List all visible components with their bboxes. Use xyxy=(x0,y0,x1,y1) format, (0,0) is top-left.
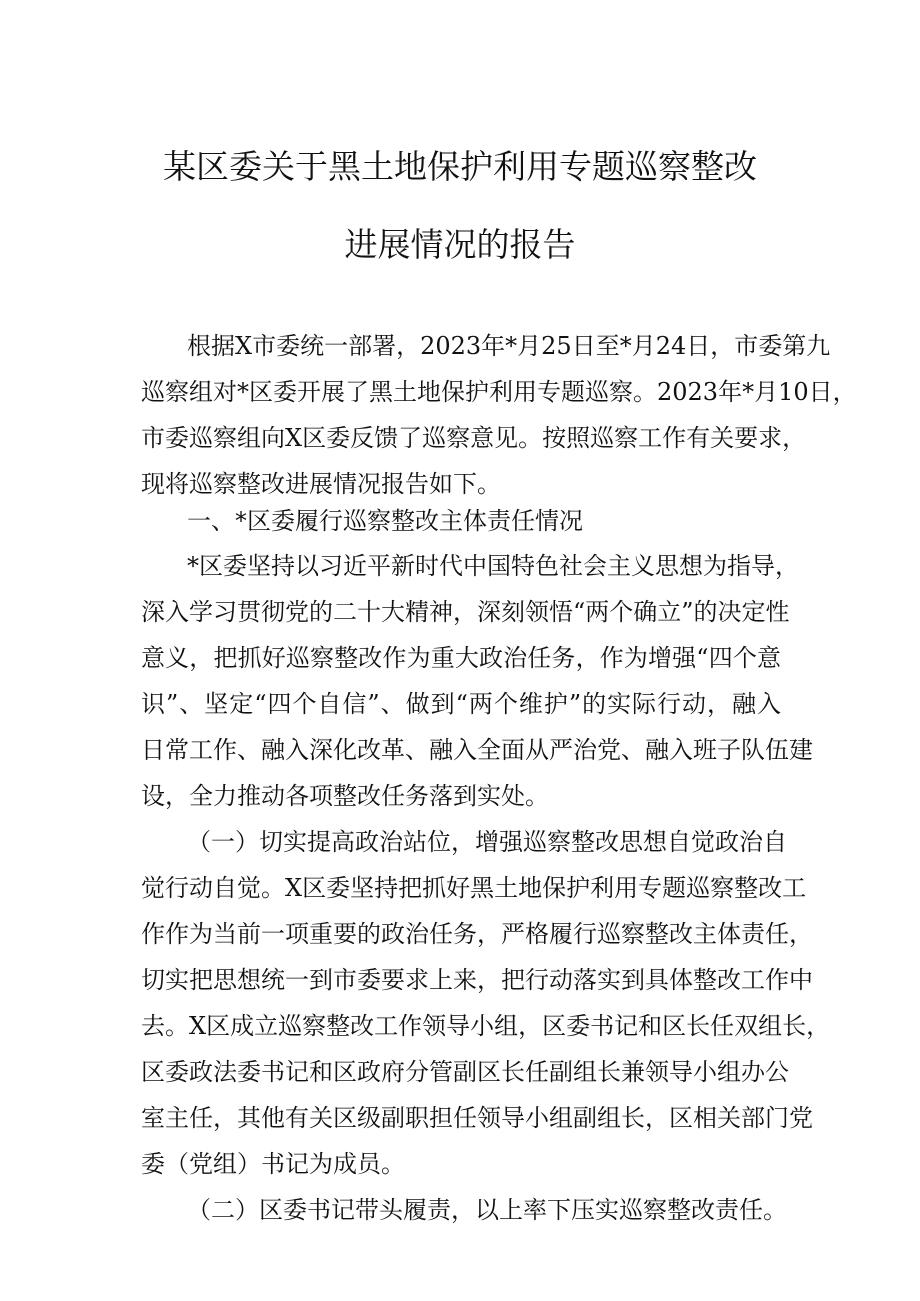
document-title-line-1: 某区委关于黑土地保护利用专题巡察整改 xyxy=(163,147,757,186)
paragraph-1-line: 市委巡察组向X区委反馈了巡察意见。按照巡察工作有关要求， xyxy=(141,424,807,452)
paragraph-2-line: 意义，把抓好巡察整改作为重大政治任务，作为增强“四个意 xyxy=(141,644,781,672)
paragraph-3-line: 去。X区成立巡察整改工作领导小组，区委书记和区长任双组长， xyxy=(141,1012,831,1040)
paragraph-2-line: *区委坚持以习近平新时代中国特色社会主义思想为指导， xyxy=(187,552,799,580)
paragraph-3-line: 切实把思想统一到市委要求上来，把行动落实到具体整改工作中 xyxy=(141,966,813,994)
paragraph-2-line: 日常工作、融入深化改革、融入全面从严治党、融入班子队伍建 xyxy=(141,736,813,764)
paragraph-3-line: 委（党组）书记为成员。 xyxy=(141,1150,405,1178)
section-heading-1: 一、*区委履行巡察整改主体责任情况 xyxy=(187,507,583,535)
paragraph-3-line: 觉行动自觉。X区委坚持把抓好黑土地保护利用专题巡察整改工 xyxy=(141,874,807,902)
document-title-line-2: 进展情况的报告 xyxy=(344,225,576,264)
paragraph-4-line: （二）区委书记带头履责，以上率下压实巡察整改责任。 xyxy=(187,1196,787,1224)
paragraph-2-line: 设，全力推动各项整改任务落到实处。 xyxy=(141,782,549,810)
paragraph-1-line: 巡察组对*区委开展了黑土地保护利用专题巡察。2023年*月10日， xyxy=(141,378,857,406)
paragraph-3-line: 作作为当前一项重要的政治任务，严格履行巡察整改主体责任， xyxy=(141,920,813,948)
paragraph-2-line: 深入学习贯彻党的二十大精神，深刻领悟“两个确立”的决定性 xyxy=(141,598,790,626)
paragraph-2-line: 识”、坚定“四个自信”、做到“两个维护”的实际行动，融入 xyxy=(141,690,781,718)
paragraph-1-line: 根据X市委统一部署，2023年*月25日至*月24日，市委第九 xyxy=(187,332,831,360)
paragraph-1-line: 现将巡察整改进展情况报告如下。 xyxy=(141,470,501,498)
paragraph-3-line: （一）切实提高政治站位，增强巡察整改思想自觉政治自 xyxy=(187,828,787,856)
paragraph-3-line: 区委政法委书记和区政府分管副区长任副组长兼领导小组办公 xyxy=(141,1058,789,1086)
paragraph-3-line: 室主任，其他有关区级副职担任领导小组副组长，区相关部门党 xyxy=(141,1104,813,1132)
